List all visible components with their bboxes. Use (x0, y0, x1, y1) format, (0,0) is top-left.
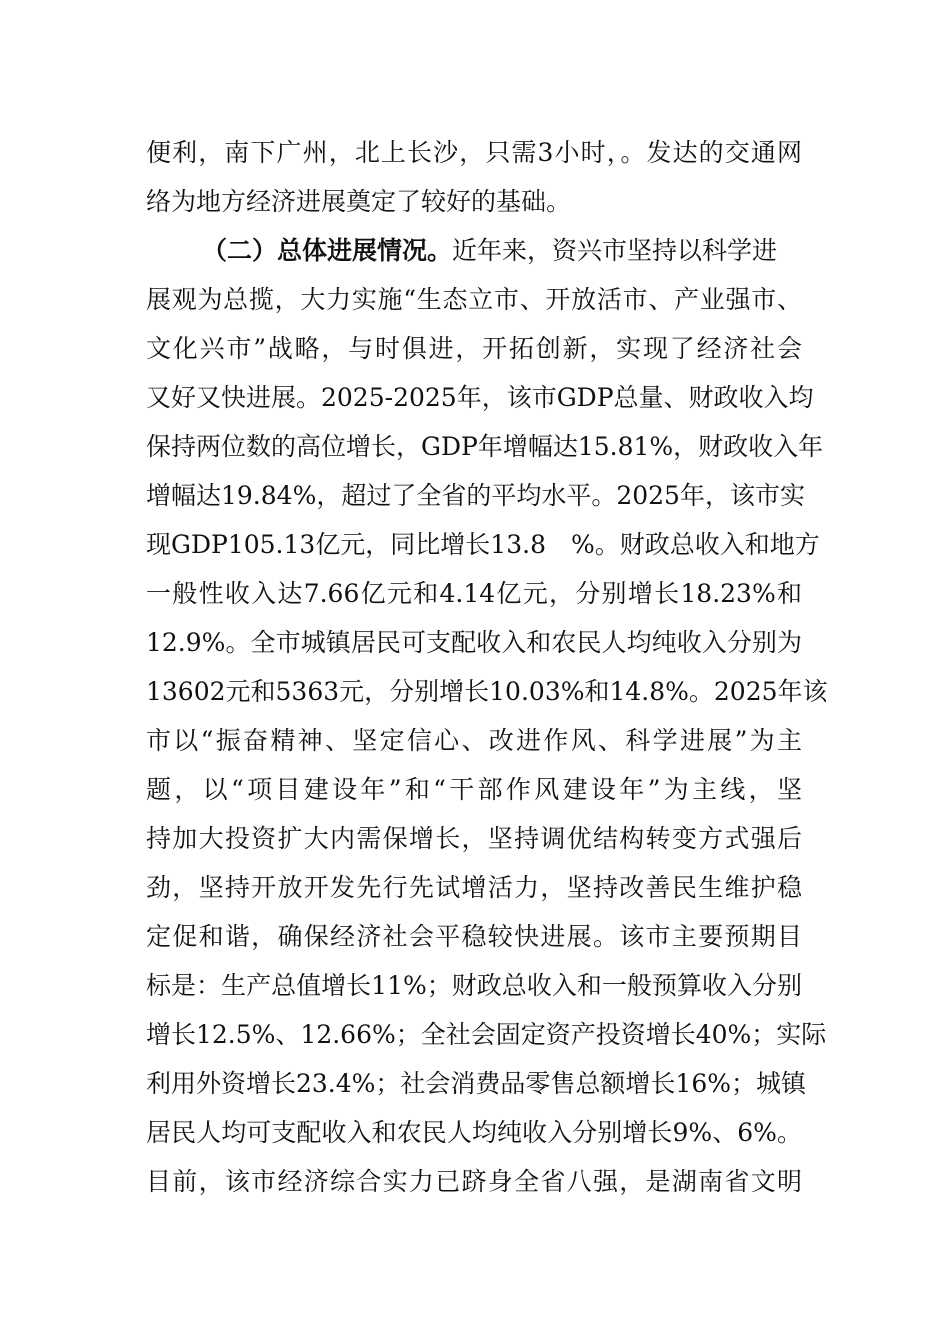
text-line-20 (146, 1059, 816, 1108)
text-line-12-content: 13602元和5363元，分别增长10.03%和14.8%。2025年该 (146, 677, 828, 706)
section-heading: （二）总体进展情况。 (202, 236, 453, 265)
text-line-9-content: 现GDP105.13亿元，同比增长13.8 %。财政总收入和地方 (146, 530, 820, 559)
text-line-7 (146, 422, 824, 471)
text-line-14-content: 题，以“项目建设年”和“干部作风建设年”为主线，坚 (146, 775, 802, 804)
text-line-6-content: 又好又快进展。2025-2025年，该市GDP总量、财政收入均 (146, 383, 814, 412)
text-line-12 (146, 667, 828, 716)
text-line-4-content: 展观为总揽，大力实施“生态立市、开放活市、产业强市、 (146, 285, 802, 314)
text-line-5 (146, 324, 816, 373)
text-line-10 (146, 569, 816, 618)
section-first-line (146, 226, 816, 275)
text-line-15 (146, 814, 816, 863)
text-line-21-content: 居民人均可支配收入和农民人均纯收入分别增长9%、6%。 (146, 1118, 802, 1147)
text-line-16 (146, 863, 816, 912)
text-line-8-content: 增幅达19.84%，超过了全省的平均水平。2025年，该市实 (146, 481, 805, 510)
body-text (146, 128, 828, 1206)
text-line-22 (146, 1157, 816, 1206)
text-line-19 (146, 1010, 827, 1059)
text-line-19-content: 增长12.5%、12.66%；全社会固定资产投资增长40%；实际 (146, 1020, 827, 1049)
section-lead-text: 近年来，资兴市坚持以科学进 (452, 236, 778, 265)
text-line-15-content: 持加大投资扩大内需保增长，坚持调优结构转变方式强后 (146, 824, 802, 853)
text-line-8 (146, 471, 816, 520)
text-line-2 (146, 177, 816, 226)
text-line-16-content: 劲，坚持开放开发先行先试增活力，坚持改善民生维护稳 (146, 873, 802, 902)
text-line-1 (146, 128, 816, 177)
text-line-18 (146, 961, 816, 1010)
text-line-18-content: 标是：生产总值增长11%；财政总收入和一般预算收入分别 (146, 971, 802, 1000)
text-line-13-content: 市以“振奋精神、坚定信心、改进作风、科学进展”为主 (146, 726, 802, 755)
text-line-17-content: 定促和谐，确保经济社会平稳较快进展。该市主要预期目 (146, 922, 802, 951)
text-line-6 (146, 373, 816, 422)
text-line-1-content: 便利，南下广州，北上长沙，只需3小时，。发达的交通网 (146, 138, 802, 167)
text-line-20-content: 利用外资增长23.4%；社会消费品零售总额增长16%；城镇 (146, 1069, 806, 1098)
text-line-7-content: 保持两位数的高位增长，GDP年增幅达15.81%，财政收入年 (146, 432, 824, 461)
text-line-13 (146, 716, 816, 765)
text-line-11 (146, 618, 816, 667)
text-line-22-content: 目前，该市经济综合实力已跻身全省八强，是湖南省文明 (146, 1167, 802, 1196)
text-line-4 (146, 275, 816, 324)
text-line-5-content: 文化兴市”战略，与时俱进，开拓创新，实现了经济社会 (146, 334, 802, 363)
text-line-9 (146, 520, 820, 569)
text-line-21 (146, 1108, 816, 1157)
text-line-17 (146, 912, 816, 961)
text-line-10-content: 一般性收入达7.66亿元和4.14亿元，分别增长18.23%和 (146, 579, 802, 608)
text-line-2-content: 络为地方经济进展奠定了较好的基础。 (146, 187, 572, 216)
text-line-11-content: 12.9%。全市城镇居民可支配收入和农民人均纯收入分别为 (146, 628, 802, 657)
text-line-14 (146, 765, 816, 814)
